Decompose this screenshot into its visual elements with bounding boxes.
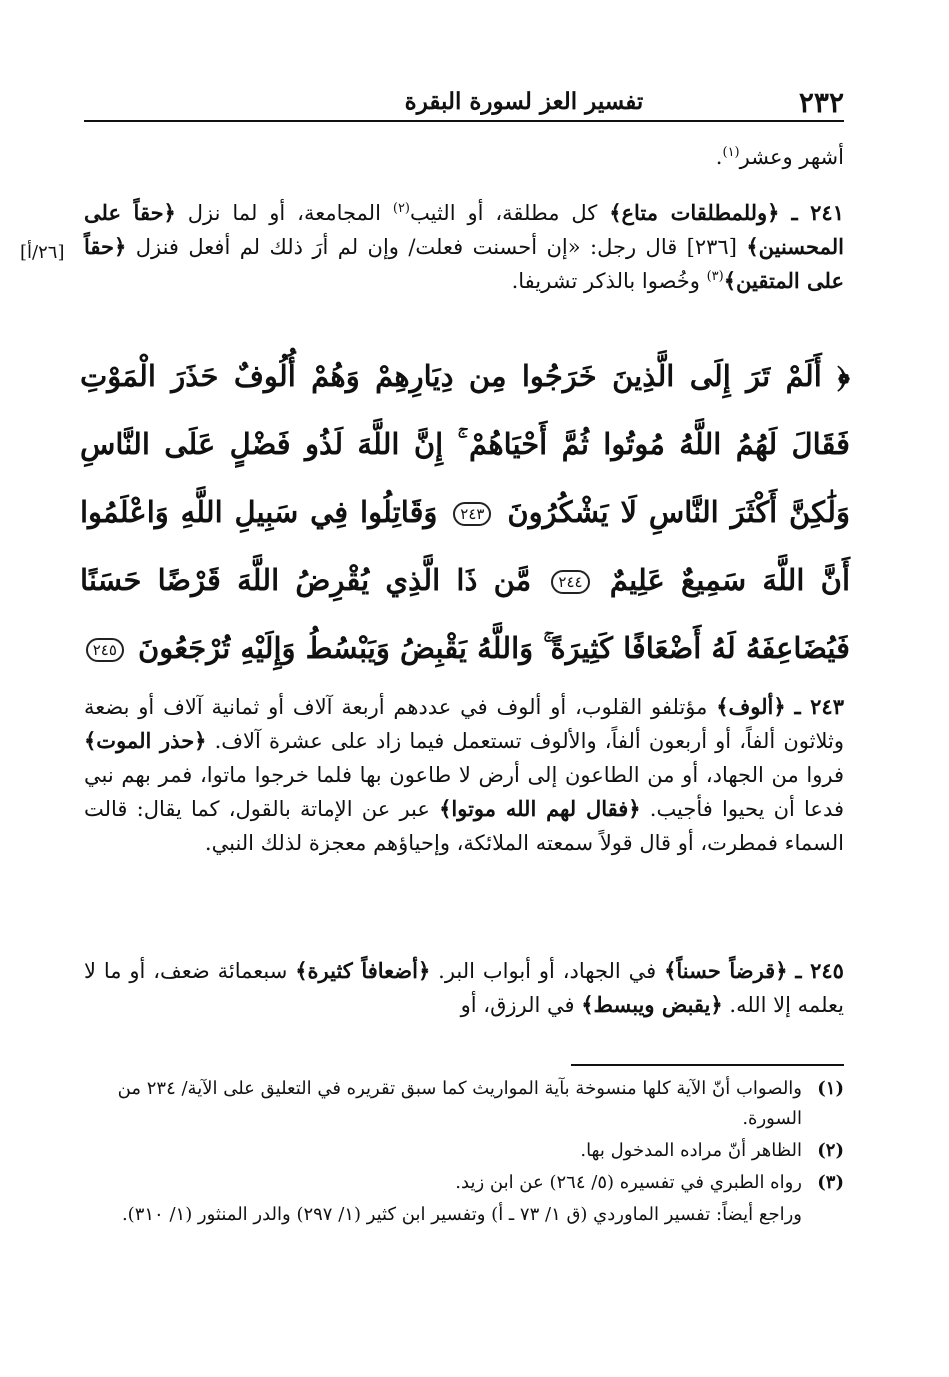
page-header [84, 84, 844, 120]
quran-quote: ﴿قرضاً حسناً﴾ [664, 958, 788, 983]
paragraph-243 [84, 690, 844, 860]
footnote-text: الظاهر أنّ مراده المدخول بها. [580, 1140, 802, 1161]
paragraph-241 [84, 196, 844, 298]
verse-number: ٢٤٥ ـ [795, 958, 844, 983]
commentary-text: في الرزق، أو [460, 993, 575, 1017]
commentary-text: في الجهاد، أو أبواب البر. [438, 959, 657, 983]
commentary-text: [٢٣٦] قال رجل: «إن أحسنت فعلت/ وإن لم أرَ ذلك لم أفعل فنزل [135, 235, 737, 259]
quran-quote: ﴿أضعافاً كثيرة﴾ [295, 958, 431, 983]
commentary-text: المجامعة، أو لما نزل [187, 201, 381, 225]
footnote-continuation: وراجع أيضاً: تفسير الماوردي (ق ١/ ٧٣ ـ أ) وتفسير ابن كثير (١/ ٢٩٧) والدر المنثور (١/ ٣١٠). [121, 1204, 802, 1225]
paragraph-245 [84, 954, 844, 1022]
quran-quote: ﴿ألوف﴾ [716, 694, 786, 719]
quran-quote: ﴿يقبض ويبسط﴾ [581, 992, 723, 1017]
intro-text: أشهر وعشر [739, 145, 844, 169]
footnote-text: والصواب أنّ الآية كلها منسوخة بآية المواريث كما سبق تقريره في التعليق على الآية/ ٢٣٤ من السورة. [117, 1078, 802, 1129]
footnote-number: (١) [817, 1078, 844, 1099]
intro-line: أشهر وعشر$^{(١)}$. [715, 145, 844, 169]
page-number: ٢٣٢ [798, 86, 844, 119]
ayah-marker: ٢٤٥ [86, 638, 124, 662]
footnotes [84, 1074, 844, 1232]
footnote-ref-2: (٢) [392, 201, 410, 216]
commentary-text: وخُصوا بالذكر تشريفا. [511, 269, 700, 293]
quran-verse-244: وَقَاتِلُوا فِي سَبِيلِ اللَّهِ وَاعْلَمُوا أَنَّ اللَّهَ سَمِيعٌ عَلِيمٌ [80, 495, 851, 597]
footnote-text: رواه الطبري في تفسيره (٥/ ٢٦٤) عن ابن زيد. [455, 1172, 802, 1193]
footnote-ref-3: (٣) [706, 269, 724, 284]
footnote-item [84, 1200, 844, 1230]
quran-quote: ﴿حذر الموت﴾ [84, 728, 207, 753]
footnote-item [84, 1074, 844, 1134]
quran-verse-245: مَّن ذَا الَّذِي يُقْرِضُ اللَّهَ قَرْضًا حَسَنًا فَيُضَاعِفَهُ لَهُ أَضْعَافًا كَثِيرَةً ۚ وَاللَّهُ يَقْبِضُ وَيَبْسُطُ وَإِلَيْهِ تُرْجَعُونَ [80, 563, 850, 665]
header-rule [84, 120, 844, 122]
commentary-text: فروا من الجهاد، أو من الطاعون إلى أرض لا طاعون بها فلما خرجوا ماتوا، فمر بهم نبي فدعا أن يحيوا فأجيب. [84, 763, 844, 821]
footnote-number: (٢) [817, 1140, 844, 1161]
quran-block [80, 342, 850, 682]
quran-quote: ﴿حقاً على المحسنين﴾ [84, 200, 844, 259]
ayah-marker: ٢٤٣ [453, 502, 491, 526]
commentary-text: مؤتلفو القلوب، أو ألوف في عددهم أربعة آلاف أو ثمانية آلاف أو بضعة وثلاثون ألفاً، أو أربعون ألفاً، والألوف تستعمل فيما زاد على عشرة آلاف. [84, 695, 844, 753]
footnote-separator [571, 1064, 844, 1066]
verse-number: ٢٤٣ ـ [794, 694, 844, 719]
ayah-marker: ٢٤٤ [551, 570, 589, 594]
verse-number: ٢٤١ ـ [791, 200, 844, 225]
running-title: تفسير العز لسورة البقرة [404, 88, 644, 115]
footnote-ref-1: (١) [722, 145, 740, 160]
commentary-text: عبر عن الإماتة بالقول، كما يقال: قالت السماء فمطرت، أو قال قولاً سمعته الملائكة، وإحياؤهم معجزة لذلك النبي. [84, 797, 844, 855]
footnote-number: (٣) [817, 1172, 844, 1193]
quran-quote: ﴿حقاً على المتقين﴾ [84, 234, 844, 293]
margin-note: [٢٦/أ] [20, 242, 65, 263]
quran-quote: ﴿وللمطلقات متاع﴾ [609, 200, 780, 225]
quran-verse-243: ﴿ أَلَمْ تَرَ إِلَى الَّذِينَ خَرَجُوا مِن دِيَارِهِمْ وَهُمْ أُلُوفٌ حَذَرَ الْمَوْتِ فَقَالَ لَهُمُ اللَّهُ مُوتُوا ثُمَّ أَحْيَاهُمْ ۚ إِنَّ اللَّهَ لَذُو فَضْلٍ عَلَى النَّاسِ وَلَٰكِنَّ أَكْثَرَ النَّاسِ لَا يَشْكُرُونَ [80, 359, 850, 529]
footnote-item [84, 1168, 844, 1198]
commentary-text: سبعمائة ضعف، أو ما لا يعلمه إلا الله. [84, 959, 844, 1017]
commentary-text: كل مطلقة، أو الثيب [410, 201, 598, 225]
footnote-item [84, 1136, 844, 1166]
quran-quote: ﴿فقال لهم الله موتوا﴾ [439, 796, 641, 821]
